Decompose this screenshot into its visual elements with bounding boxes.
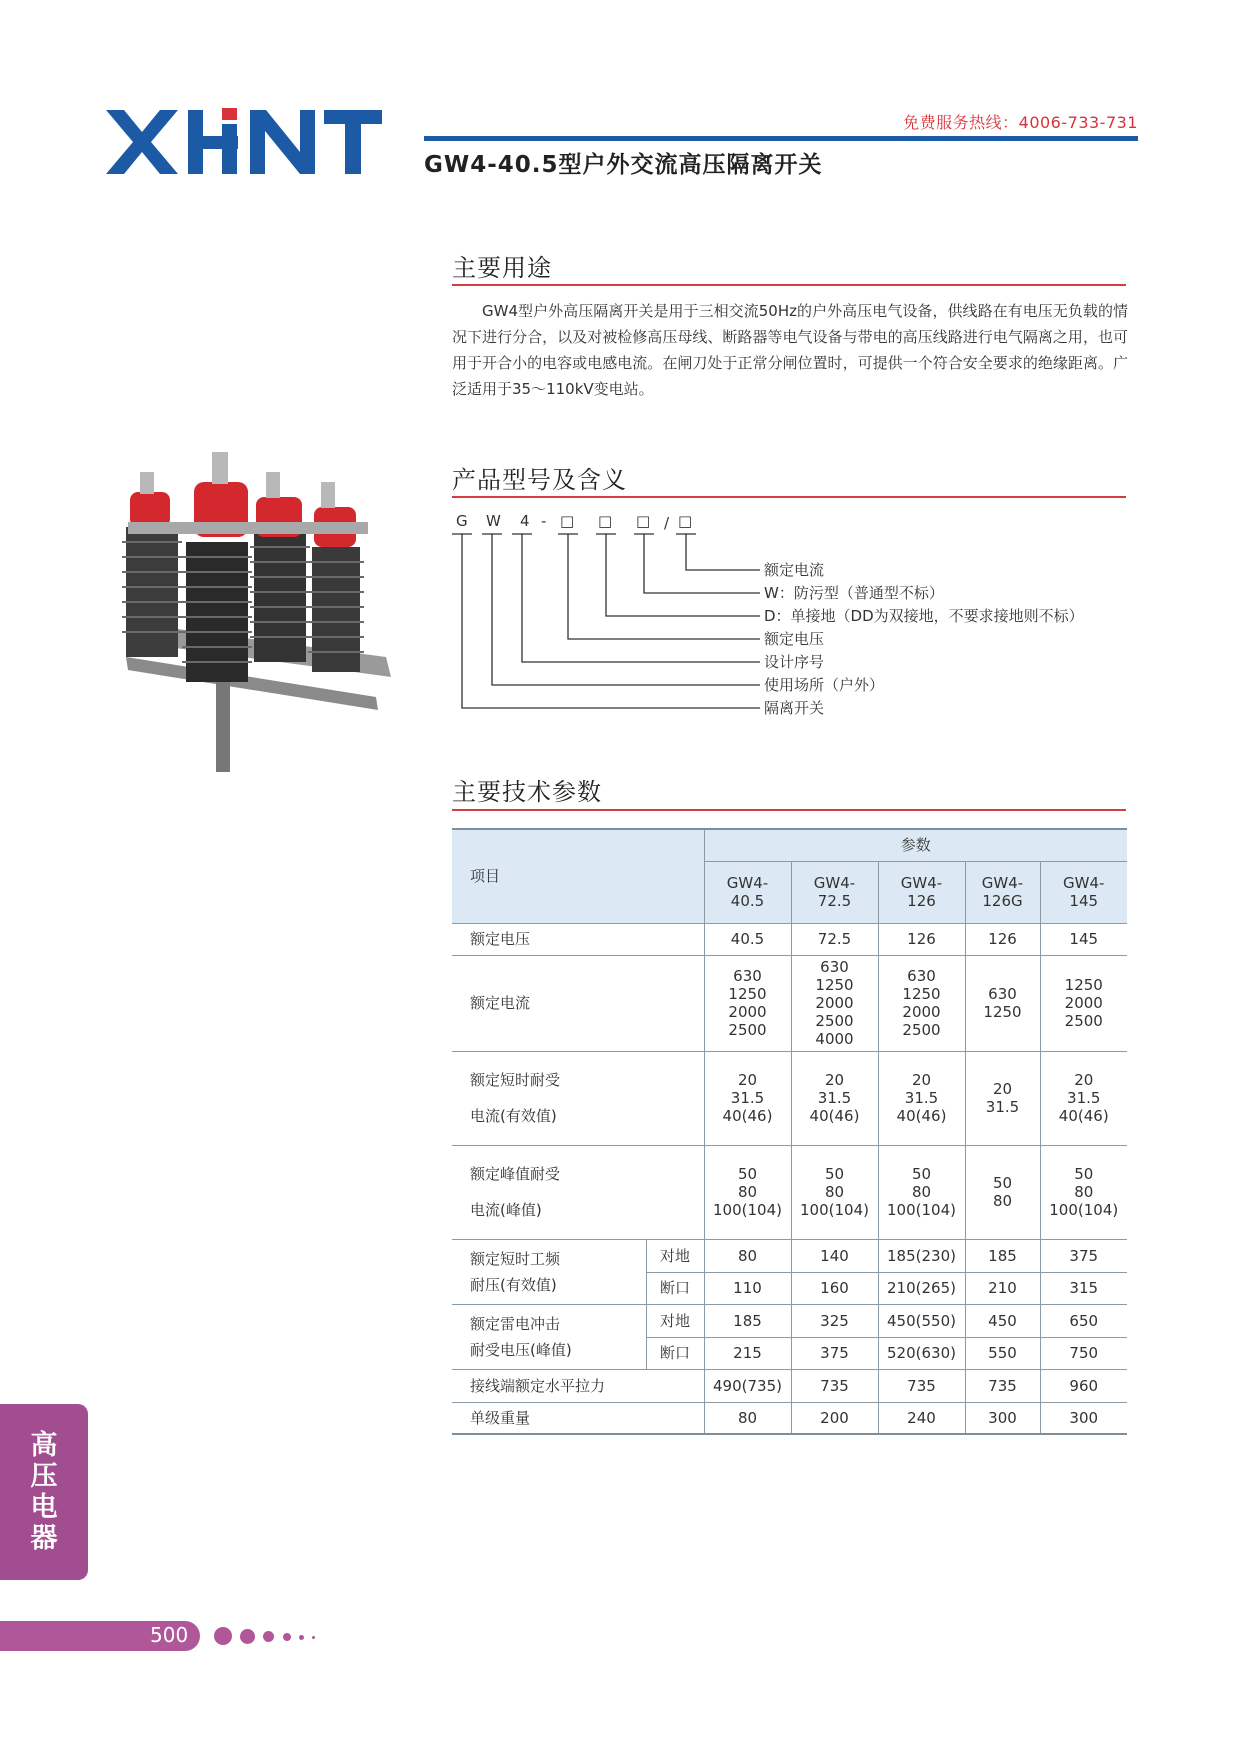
table-cell: 240	[878, 1402, 965, 1434]
table-cell: 断口	[646, 1272, 704, 1304]
table-cell: 325	[791, 1304, 878, 1337]
table-cell: 630 1250	[965, 955, 1040, 1051]
row-label: 额定短时耐受 电流(有效值)	[452, 1051, 704, 1145]
model-header: GW4- 126	[878, 861, 965, 923]
row-label: 额定短时工频 耐压(有效值)	[452, 1239, 646, 1304]
usage-text: GW4型户外高压隔离开关是用于三相交流50Hz的户外高压电气设备，供线路在有电压无负载的情况下进行分合，以及对被检修高压母线、断路器等电气设备与带电的高压线路进行电气隔离之用，也可用于开合小的电容或电感电流。在闸刀处于正常分闸位置时，可提供一个符合安全要求的绝缘距离。广泛适用于35～110kV变电站。	[452, 302, 1128, 398]
xhnt-logo	[104, 100, 384, 180]
table-cell: 630 1250 2000 2500	[878, 955, 965, 1051]
row-label: 单级重量	[452, 1402, 704, 1434]
meaning-rated-current: 额定电流	[764, 561, 825, 579]
table-cell: 80	[704, 1239, 791, 1272]
table-cell: 185(230)	[878, 1239, 965, 1272]
table-cell: 50 80 100(104)	[878, 1145, 965, 1239]
table-cell: 520(630)	[878, 1337, 965, 1369]
model-header: GW4- 40.5	[704, 861, 791, 923]
code-char: □	[678, 512, 693, 530]
table-cell: 110	[704, 1272, 791, 1304]
meaning-location: 使用场所（户外）	[764, 676, 885, 694]
meaning-design-series: 设计序号	[764, 653, 825, 671]
code-char: 4	[520, 512, 530, 530]
code-char: □	[560, 512, 575, 530]
table-cell: 300	[965, 1402, 1040, 1434]
table-cell: 50 80 100(104)	[704, 1145, 791, 1239]
code-char: G	[456, 512, 468, 530]
table-cell: 20 31.5	[965, 1051, 1040, 1145]
table-cell: 375	[791, 1337, 878, 1369]
table-cell: 735	[965, 1369, 1040, 1402]
table-cell: 200	[791, 1402, 878, 1434]
model-header: GW4- 126G	[965, 861, 1040, 923]
product-photo	[116, 452, 406, 792]
page-number: 500	[150, 1623, 189, 1647]
table-cell: 300	[1040, 1402, 1127, 1434]
model-header: GW4- 72.5	[791, 861, 878, 923]
table-cell: 210	[965, 1272, 1040, 1304]
model-title: 产品型号及含义	[452, 466, 627, 494]
row-label: 额定电流	[452, 955, 704, 1051]
table-cell: 735	[878, 1369, 965, 1402]
meaning-grounding: D：单接地（DD为双接地，不要求接地则不标）	[764, 607, 1084, 625]
table-cell: 210(265)	[878, 1272, 965, 1304]
meaning-antifouling: W：防污型（普通型不标）	[764, 584, 944, 602]
table-cell: 960	[1040, 1369, 1127, 1402]
table-cell: 215	[704, 1337, 791, 1369]
table-cell: 126	[965, 923, 1040, 955]
table-cell: 375	[1040, 1239, 1127, 1272]
header-bar	[424, 136, 1138, 141]
row-label: 额定电压	[452, 923, 704, 955]
meaning-rated-voltage: 额定电压	[764, 630, 825, 648]
table-cell: 630 1250 2000 2500 4000	[791, 955, 878, 1051]
table-cell: 140	[791, 1239, 878, 1272]
table-cell: 490(735)	[704, 1369, 791, 1402]
row-label: 额定峰值耐受 电流(峰值)	[452, 1145, 704, 1239]
table-cell: 20 31.5 40(46)	[704, 1051, 791, 1145]
code-char: □	[598, 512, 613, 530]
footer-dot	[240, 1629, 255, 1644]
table-row	[452, 1304, 1127, 1337]
table-cell: 50 80 100(104)	[1040, 1145, 1127, 1239]
table-cell: 145	[1040, 923, 1127, 955]
code-char: □	[636, 512, 651, 530]
spec-table	[452, 828, 1127, 1435]
specs-rule	[452, 809, 1126, 811]
table-cell: 20 31.5 40(46)	[791, 1051, 878, 1145]
table-row	[452, 923, 1127, 955]
table-cell: 40.5	[704, 923, 791, 955]
table-cell: 735	[791, 1369, 878, 1402]
table-row	[452, 1145, 1127, 1239]
table-cell: 对地	[646, 1239, 704, 1272]
table-cell: 断口	[646, 1337, 704, 1369]
table-cell: 50 80 100(104)	[791, 1145, 878, 1239]
table-cell: 650	[1040, 1304, 1127, 1337]
table-cell: 630 1250 2000 2500	[704, 955, 791, 1051]
footer-dot	[312, 1636, 315, 1639]
table-cell: 20 31.5 40(46)	[878, 1051, 965, 1145]
meaning-disconnector: 隔离开关	[764, 699, 825, 717]
table-cell: 750	[1040, 1337, 1127, 1369]
table-cell: 1250 2000 2500	[1040, 955, 1127, 1051]
table-row	[452, 1402, 1127, 1434]
footer-dot	[299, 1635, 304, 1640]
table-cell: 185	[704, 1304, 791, 1337]
code-char: -	[541, 512, 547, 530]
code-char: /	[664, 514, 670, 532]
product-title: GW4-40.5型户外交流高压隔离开关	[424, 152, 823, 178]
usage-title: 主要用途	[452, 254, 552, 282]
specs-title: 主要技术参数	[452, 778, 602, 806]
category-side-tab-label: 高 压 电 器	[30, 1430, 58, 1554]
table-cell: 185	[965, 1239, 1040, 1272]
footer-dot	[263, 1631, 274, 1642]
footer-dot	[283, 1633, 291, 1641]
table-cell: 对地	[646, 1304, 704, 1337]
model-header: GW4- 145	[1040, 861, 1127, 923]
table-cell: 20 31.5 40(46)	[1040, 1051, 1127, 1145]
param-header: 参数	[704, 829, 1127, 861]
row-label: 额定雷电冲击 耐受电压(峰值)	[452, 1304, 646, 1369]
row-label: 接线端额定水平拉力	[452, 1369, 704, 1402]
model-rule	[452, 496, 1126, 498]
usage-paragraph	[452, 298, 1128, 402]
table-cell: 50 80	[965, 1145, 1040, 1239]
table-cell: 550	[965, 1337, 1040, 1369]
usage-rule	[452, 284, 1126, 286]
item-header: 项目	[452, 829, 704, 923]
table-cell: 160	[791, 1272, 878, 1304]
table-row	[452, 1051, 1127, 1145]
table-row	[452, 955, 1127, 1051]
hotline-text: 免费服务热线：4006-733-731	[903, 113, 1138, 132]
table-cell: 72.5	[791, 923, 878, 955]
table-cell: 80	[704, 1402, 791, 1434]
model-code-diagram	[452, 510, 1132, 730]
table-cell: 450	[965, 1304, 1040, 1337]
footer-dot	[214, 1627, 232, 1645]
table-cell: 450(550)	[878, 1304, 965, 1337]
code-char: W	[486, 512, 501, 530]
logo-text: XHNT	[104, 100, 107, 101]
table-cell: 126	[878, 923, 965, 955]
table-row	[452, 1369, 1127, 1402]
table-cell: 315	[1040, 1272, 1127, 1304]
table-row	[452, 1239, 1127, 1272]
